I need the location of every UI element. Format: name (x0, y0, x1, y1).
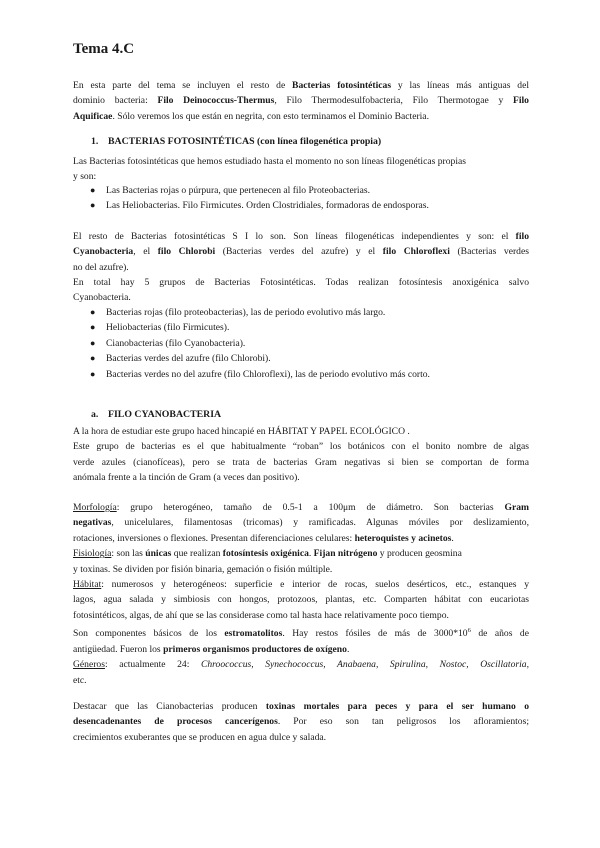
section-1-paragraph-3 (73, 275, 529, 306)
detail-bold: heteroquistes y acinetos (354, 532, 452, 544)
morfologia-line-2 (73, 515, 529, 530)
bullet-icon: ● (90, 322, 96, 333)
text-line: En total hay 5 grupos de Bacterias Fotosintéticas. Todas realizan fotosíntesis anoxigénica salvo (73, 277, 529, 288)
detail-text: : grupo heterogéneo, tamaño de 0.5-1 a 100μm de diámetro. Son bacterias (116, 502, 505, 513)
section-letter: a. (91, 409, 99, 420)
section-a-intro (73, 424, 529, 486)
list-item (73, 336, 430, 351)
generos-label: Géneros (73, 659, 105, 671)
detail-text: y producen geosmina (377, 548, 462, 560)
final-line-1 (73, 699, 529, 714)
detail-bold: fotosíntesis oxigénica (222, 548, 309, 560)
fisiologia-label: Fisiología (73, 548, 112, 560)
text-line: Este grupo de bacterias es el que habitualmente “roban” los botánicos con el bonito nombre de algas (73, 441, 529, 453)
intro-line-3 (73, 109, 529, 124)
list-item (73, 198, 429, 213)
text-line (73, 244, 529, 259)
list-item (73, 305, 430, 320)
list-item-text: Cianobacterias (filo Cyanobacteria). (106, 337, 246, 349)
page-title: Tema 4.C (73, 41, 135, 57)
habitat-line-1 (73, 577, 529, 592)
detail-text: Son componentes básicos de los (73, 628, 225, 640)
intro-line-2 (73, 93, 529, 108)
list-item (73, 351, 430, 366)
detail-bold: estromatolitos (224, 628, 283, 640)
detail-bold: negativas (73, 517, 112, 529)
section-1-paragraph-2 (73, 229, 529, 275)
bullet-list-2 (73, 305, 430, 382)
final-bold: desencadenantes de procesos cancerígenos (73, 716, 278, 728)
list-item-text: Bacterias verdes del azufre (filo Chlorobi). (106, 353, 271, 365)
text-line: no del azufre). (73, 261, 129, 273)
bullet-icon: ● (90, 337, 96, 348)
habitat-line-3: fotosintéticos, algas, de ahí que se las considerase como tal hasta hace relativamente poco tiempo. (73, 609, 449, 621)
detail-text: : son las (111, 548, 146, 560)
detail-bold: Fijan nitrógeno (313, 548, 378, 560)
estromatolitos-line-2 (73, 642, 529, 657)
bullet-icon: ● (90, 307, 96, 317)
intro-bold: Filo Deinococcus-Thermus (157, 95, 275, 107)
list-item-text: Las Heliobacterias. Filo Firmicutes. Orden Clostridiales, formadoras de endosporas. (106, 200, 429, 212)
p2-text: (Bacterias verdes del azufre) y el (215, 246, 383, 258)
section-a-heading (91, 409, 221, 420)
list-item-text: Heliobacterias (filo Firmicutes). (106, 322, 230, 334)
intro-paragraph (73, 78, 529, 124)
intro-text: , Filo Thermodesulfobacteria, Filo Thermotogae y (274, 95, 513, 107)
final-text: Destacar que las Cianobacterias producen (73, 701, 266, 712)
detail-text: . Hay restos fósiles de más de 3000*10 (282, 628, 468, 640)
intro-text: . Sólo veremos los que están en negrita, con esto terminamos el Dominio Bacteria. (112, 110, 429, 122)
p2-bold: Cyanobacteria (73, 246, 134, 258)
text-line: anómala frente a la tinción de Gram (a veces dan positivo). (73, 472, 300, 484)
text-line: Cyanobacteria. (73, 292, 131, 304)
bullet-icon: ● (90, 200, 96, 211)
habitat-line-2: lagos, agua salada y simbiosis con hongos, protozoos, plantas, etc. Comparten hábitat con eucariotas (73, 594, 529, 606)
final-line-2 (73, 714, 529, 729)
detail-text: . (308, 548, 314, 560)
bullet-list-1 (73, 183, 429, 214)
final-line-3: crecimientos exuberantes que se producen en agua dulce y salada. (73, 731, 327, 743)
morfologia-line-3 (73, 531, 529, 546)
text-line (73, 229, 529, 244)
superscript: 6 (467, 627, 471, 635)
section-a-details (73, 500, 529, 688)
final-paragraph (73, 699, 529, 745)
p2-bold: filo Chlorobi (157, 246, 216, 258)
p2-bold: filo Chloroflexi (382, 246, 450, 258)
list-item-text: Bacterias verdes no del azufre (filo Chloroflexi), las de periodo evolutivo más corto. (106, 368, 430, 380)
text-line: A la hora de estudiar este grupo haced hincapié en HÁBITAT Y PAPEL ECOLÓGICO . (73, 426, 410, 437)
detail-text: antigüedad. Fueron los (73, 643, 164, 655)
p2-text: El resto de Bacterias fotosintéticas S I lo son. Son líneas filogenéticas independientes y son: el (73, 231, 516, 242)
bullet-icon: ● (90, 368, 96, 379)
p2-text: , el (133, 246, 158, 258)
p2-text: (Bacterias verdes (449, 246, 529, 258)
text-line: Las Bacterias fotosintéticas que hemos estudiado hasta el momento no son líneas filogenéticas propias (73, 156, 466, 167)
detail-bold: únicas (145, 548, 172, 560)
generos-line-1 (73, 657, 529, 672)
intro-text: En esta parte del tema se incluyen el resto de (73, 80, 293, 91)
detail-text: . (451, 532, 454, 544)
list-item (73, 367, 430, 382)
detail-text: . (346, 643, 350, 655)
intro-line-1 (73, 78, 529, 93)
estromatolitos-line-1 (73, 623, 529, 642)
list-item-text: Bacterias rojas (filo proteobacterias), las de periodo evolutivo más largo. (106, 307, 386, 318)
p2-bold: filo (515, 231, 529, 242)
bullet-icon: ● (90, 185, 96, 195)
text-line: verde azules (cianofíceas), pero se trata de bacterias Gram negativas si bien se comportan de forma (73, 456, 529, 468)
morfologia-label: Morfología (73, 502, 117, 513)
intro-text: dominio bacteria: (73, 95, 158, 107)
intro-bold: Aquificae (73, 110, 113, 122)
intro-text: y las líneas más antiguas del (391, 80, 530, 91)
list-item (73, 320, 430, 335)
detail-text: de años de (470, 628, 529, 640)
genera-list: Chroococcus, Synechococcus, Anabaena, Spirulina, Nostoc, Oscillatoria, (200, 659, 529, 671)
section-1-paragraph-1 (73, 154, 529, 185)
fisiologia-line-2: y toxinas. Se dividen por fisión binaria, gemación o fisión múltiple. (73, 563, 333, 575)
final-bold: toxinas mortales para peces y para el ser humano o (265, 701, 529, 712)
habitat-label: Hábitat (73, 579, 102, 591)
list-item (73, 183, 429, 198)
detail-text: rotaciones, inversiones o flexiones. Presentan diferenciaciones celulares: (73, 532, 355, 544)
section-heading-text: BACTERIAS FOTOSINTÉTICAS (con línea filogenética propia) (108, 136, 382, 147)
list-item-text: Las Bacterias rojas o púrpura, que pertenecen al filo Proteobacterias. (106, 185, 370, 196)
generos-line-2: etc. (73, 674, 87, 686)
section-1-heading (91, 136, 381, 147)
fisiologia-line-1 (73, 546, 529, 561)
detail-text: : numerosos y heterogéneos: superficie e interior de rocas, suelos desérticos, etc., estanques y (101, 579, 529, 591)
detail-text: : actualmente 24: (104, 659, 201, 671)
section-number: 1. (91, 136, 99, 147)
text-line: y son: (73, 171, 97, 183)
section-heading-text: FILO CYANOBACTERIA (108, 409, 222, 420)
bullet-icon: ● (90, 353, 96, 364)
detail-text: que realizan (171, 548, 223, 560)
final-text: . Por eso son tan peligrosos los afloramientos; (277, 716, 529, 728)
intro-bold: Bacterias fotosintéticas (292, 80, 392, 91)
detail-bold: primeros organismos productores de oxígeno (163, 643, 347, 655)
detail-bold: Gram (504, 502, 529, 513)
intro-bold: Filo (512, 95, 529, 107)
detail-text: , unicelulares, filamentosas (tricomas) y ramificadas. Algunas móviles por deslizamiento, (111, 517, 529, 529)
morfologia-line-1 (73, 500, 529, 515)
